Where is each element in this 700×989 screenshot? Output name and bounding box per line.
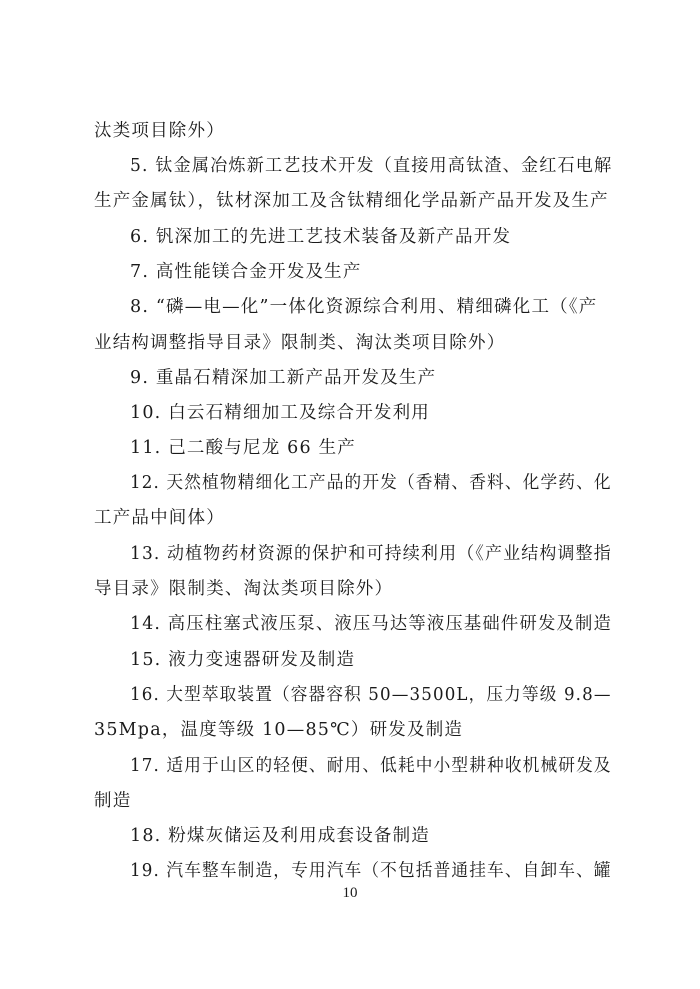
text-line-21: 18. 粉煤灰储运及利用成套设备制造 [130,826,430,846]
text-line-8: 9. 重晶石精深加工新产品开发及生产 [130,368,437,388]
text-line-19: 17. 适用于山区的轻便、耐用、低耗中小型耕种收机械研发及 [130,756,612,776]
page-number: 10 [342,885,358,901]
text-line-4: 6. 钒深加工的先进工艺技术装备及新产品开发 [130,227,512,247]
text-line-16: 15. 液力变速器研发及制造 [130,650,356,670]
text-line-5: 7. 高性能镁合金开发及生产 [130,262,362,282]
text-line-11: 12. 天然植物精细化工产品的开发（香精、香料、化学药、化 [130,473,612,493]
text-line-1: 汰类项目除外） [94,121,225,141]
text-line-7: 业结构调整指导目录》限制类、淘汰类项目除外） [94,333,506,353]
text-line-22: 19. 汽车整车制造，专用汽车（不包括普通挂车、自卸车、罐 [130,861,612,881]
text-line-2: 5. 钛金属冶炼新工艺技术开发（直接用高钛渣、金红石电解 [130,156,613,176]
text-line-3: 生产金属钛），钛材深加工及含钛精细化学品新产品开发及生产 [94,191,609,211]
text-line-18: 35Mpa，温度等级 10—85℃）研发及制造 [94,720,464,740]
text-line-17: 16. 大型萃取装置（容器容积 50—3500L，压力等级 9.8— [130,685,612,705]
text-line-10: 11. 己二酸与尼龙 66 生产 [130,438,356,458]
text-line-12: 工产品中间体） [94,508,225,528]
text-line-6: 8. “磷—电—化”一体化资源综合利用、精细磷化工（《产 [130,297,598,317]
text-line-15: 14. 高压柱塞式液压泵、液压马达等液压基础件研发及制造 [130,614,612,634]
text-line-14: 导目录》限制类、淘汰类项目除外） [94,579,394,599]
text-line-20: 制造 [94,791,132,811]
text-line-13: 13. 动植物药材资源的保护和可持续利用（《产业结构调整指 [130,544,612,564]
text-line-9: 10. 白云石精细加工及综合开发利用 [130,403,430,423]
